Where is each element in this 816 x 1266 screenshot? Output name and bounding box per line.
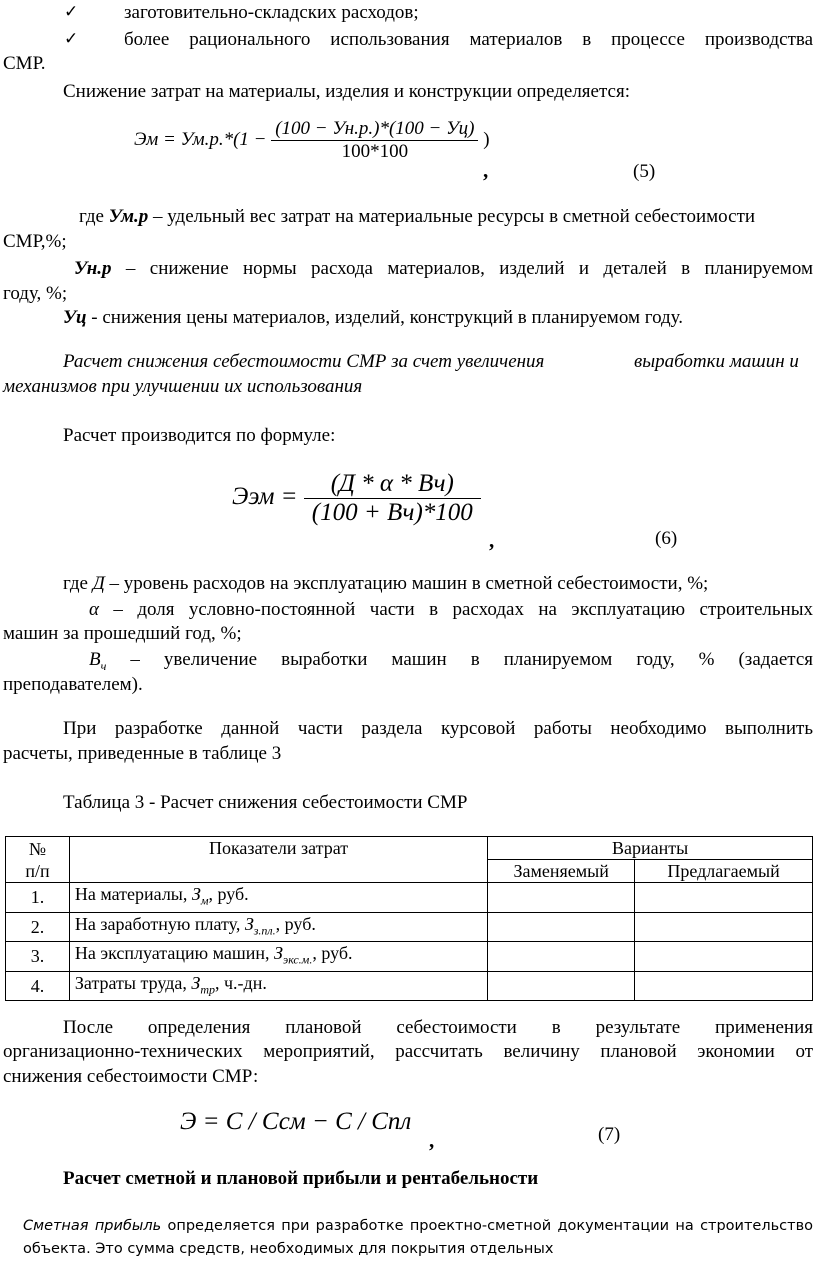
para-table-intro-line1: При разработке данной части раздела курсовой работы необходимо выполнить [63, 718, 813, 739]
row-number: 4. [6, 971, 70, 1001]
footer-line2: объекта. Это сумма средств, необходимых для покрытия отдельных [23, 1241, 554, 1257]
def-v-tail: преподавателем). [3, 674, 143, 695]
formula-5-lhs: Эм = Ум.р.*(1 − [134, 128, 267, 150]
row-cell-replaced [488, 942, 635, 972]
footer-line1: Сметная прибыль определяется при разработке проектно-сметной документации на строительство [23, 1218, 813, 1234]
row-number: 2. [6, 912, 70, 942]
para-formula: Расчет производится по формуле: [63, 425, 336, 446]
bullet-item-2-tail: СМР. [3, 53, 46, 74]
heading-profit: Расчет сметной и плановой прибыли и рентабельности [63, 1168, 539, 1189]
para-after-line3: снижения себестоимости СМР: [3, 1066, 259, 1087]
row-number: 1. [6, 883, 70, 913]
row-cell-proposed [635, 912, 813, 942]
header-variant-proposed: Предлагаемый [635, 860, 813, 883]
checkmark-icon: ✓ [64, 29, 79, 49]
row-label: На эксплуатацию машин, $З_{экс.м.}$, руб. [69, 942, 487, 972]
formula-6-numerator: (Д * α * Вч) [304, 470, 481, 499]
table-row [6, 942, 813, 972]
table-caption: Таблица 3 - Расчет снижения себестоимости СМР [63, 792, 468, 813]
def-un: Ун.р – снижение нормы расхода материалов, изделий и деталей в планируемом [74, 258, 813, 279]
def-um-tail: СМР,%; [3, 231, 67, 252]
cost-reduction-table [5, 836, 813, 1001]
formula-5-denominator: 100*100 [341, 141, 409, 162]
heading-machines-line2: механизмов при улучшении их использования [3, 376, 363, 397]
formula-5-fraction [271, 118, 478, 163]
formula-6 [232, 470, 481, 527]
def-un-tail: году, %; [3, 283, 68, 304]
def-uc: Уц - снижения цены материалов, изделий, конструкций в планируемом году. [63, 307, 684, 328]
formula-7-number: (7) [598, 1124, 621, 1145]
para-table-intro-line2: расчеты, приведенные в таблице 3 [3, 743, 282, 764]
bullet-item-1: заготовительно-складских расходов; [124, 2, 419, 23]
def-alpha: α – доля условно-постоянной части в расходах на эксплуатацию строительных [89, 599, 813, 620]
row-label: Затраты труда, $З_{тр}$, ч.-дн. [69, 971, 487, 1001]
row-cell-proposed [635, 971, 813, 1001]
table-row [6, 883, 813, 913]
row-cell-replaced [488, 912, 635, 942]
row-cell-proposed [635, 883, 813, 913]
para-materials: Снижение затрат на материалы, изделия и конструкции определяется: [63, 81, 630, 102]
row-cell-replaced [488, 971, 635, 1001]
formula-5-comma: , [483, 158, 489, 182]
header-variants: Варианты [488, 837, 813, 860]
table-row [6, 971, 813, 1001]
formula-6-fraction [304, 470, 481, 527]
row-number: 3. [6, 942, 70, 972]
formula-6-comma: , [489, 528, 495, 552]
header-num: № п/п [6, 837, 70, 883]
heading-machines-line1a: Расчет снижения себестоимости СМР за счет увеличения [63, 351, 545, 372]
table-header-row [6, 837, 813, 860]
formula-6-lhs: Ээм = [232, 483, 298, 511]
def-v: $В_ч$ – увеличение выработки машин в планируемом году, % (задается [89, 649, 813, 673]
header-variant-replaced: Заменяемый [488, 860, 635, 883]
row-cell-proposed [635, 942, 813, 972]
header-indicators: Показатели затрат [69, 837, 487, 883]
def-d: где Д – уровень расходов на эксплуатацию машин в сметной себестоимости, %; [63, 573, 709, 594]
footer-paragraph [23, 1215, 813, 1261]
para-after-line2: организационно-технических мероприятий, рассчитать величину плановой экономии от [3, 1041, 813, 1062]
formula-5 [134, 118, 490, 163]
def-um: где Ум.р – удельный вес затрат на материальные ресурсы в сметной себестоимости [79, 206, 756, 227]
formula-6-denominator: (100 + Вч)*100 [311, 499, 473, 526]
para-after-line1: После определения плановой себестоимости в результате применения [63, 1017, 813, 1038]
row-cell-replaced [488, 883, 635, 913]
formula-7-comma: , [429, 1128, 435, 1152]
formula-5-number: (5) [633, 161, 656, 182]
bullet-item-2: более рационального использования материалов в процессе производства [124, 29, 814, 50]
checkmark-icon: ✓ [64, 2, 79, 22]
formula-5-numerator: (100 − Ун.р.)*(100 − Уц) [271, 118, 478, 141]
formula-5-close: ) [483, 128, 490, 150]
formula-7: Э = С / Ссм − С / Спл [180, 1108, 412, 1135]
table-row [6, 912, 813, 942]
formula-6-number: (6) [655, 528, 678, 549]
row-label: На материалы, $З_м$, руб. [69, 883, 487, 913]
def-alpha-tail: машин за прошедший год, %; [3, 623, 242, 644]
heading-machines-line1b: выработки машин и [634, 351, 799, 372]
row-label: На заработную плату, $З_{з.пл.}$, руб. [69, 912, 487, 942]
